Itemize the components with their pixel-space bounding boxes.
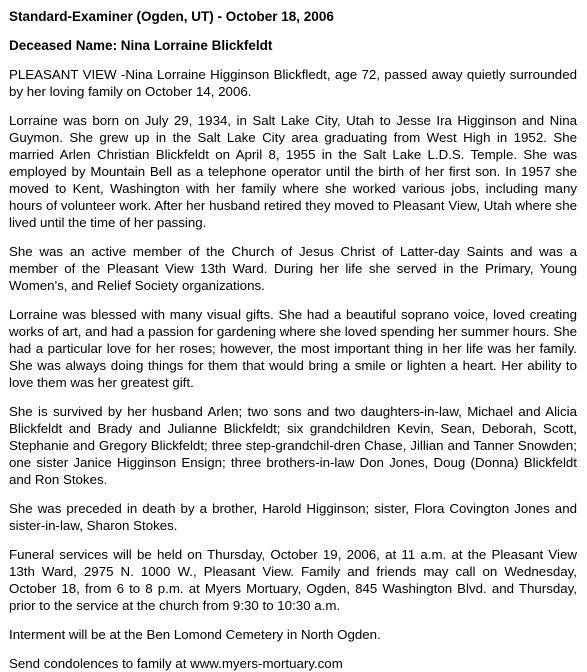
deceased-name-heading: Deceased Name: Nina Lorraine Blickfeldt [9, 38, 273, 53]
paragraph-funeral-services: Funeral services will be held on Thursday, October 19, 2006, at 11 a.m. at the Pleasant View 13th Ward, 2975 N. 1000 W., Pleasant View. Family and friends may call on Wednesday, October 18, from 6 to 8 p.m. at Myers Mortuary, Ogden, 845 Washington Blvd. and Thursday, prior to the service at the church from 9:30 to 10:30 a.m. [9, 547, 577, 613]
paragraph-preceded-by: She was preceded in death by a brother, Harold Higginson; sister, Flora Covington Jones and sister-in-law, Sharon Stokes. [9, 501, 577, 533]
newspaper-source-heading: Standard-Examiner (Ogden, UT) - October 18, 2006 [9, 9, 334, 24]
paragraph-intro: PLEASANT VIEW -Nina Lorraine Higginson Blickfledt, age 72, passed away quietly surrounded by her loving family on October 14, 2006. [9, 67, 577, 99]
paragraph-survived-by: She is survived by her husband Arlen; two sons and two daughters-in-law, Michael and Alicia Blickfeldt and Brady and Julianne Blickfeldt; six grandchildren Kevin, Sean, Deborah, Scott, Stephanie and Gregory Blickfeldt; three step-grandchil-dren Chase, Jillian and Tanner Snowden; one sister Janice Higginson Ensign; three brothers-in-law Don Jones, Doug (Donna) Blickfeldt and Ron Stokes. [9, 404, 577, 487]
obituary-body [9, 66, 577, 672]
paragraph-gifts: Lorraine was blessed with many visual gifts. She had a beautiful soprano voice, loved creating works of art, and had a passion for gardening where she loved spending her summer hours. She had a particular love for her roses; however, the most important thing in her life was her family. She was always doing things for them that would bring a smile or lighten a heart. Her ability to love them was her greatest gift. [9, 307, 577, 390]
paragraph-interment: Interment will be at the Ben Lomond Cemetery in North Ogden. [9, 627, 381, 642]
paragraph-condolences: Send condolences to family at www.myers-mortuary.com [9, 656, 343, 671]
paragraph-church-service: She was an active member of the Church of Jesus Christ of Latter-day Saints and was a member of the Pleasant View 13th Ward. During her life she served in the Primary, Young Women's, and Relief Society organizations. [9, 244, 577, 293]
paragraph-biography: Lorraine was born on July 29, 1934, in Salt Lake City, Utah to Jesse Ira Higginson and Nina Guymon. She grew up in the Salt Lake City area graduating from West High in 1952. She married Arlen Christian Blickfeldt on April 8, 1955 in the Salt Lake L.D.S. Temple. She was employed by Mountain Bell as a telephone operator until the birth of her first son. In 1957 she moved to Kent, Washington with her family where she worked various jobs, including many hours of volunteer work. After her husband retired they moved to Pleasant View, Utah where she lived until the time of her passing. [9, 113, 577, 230]
